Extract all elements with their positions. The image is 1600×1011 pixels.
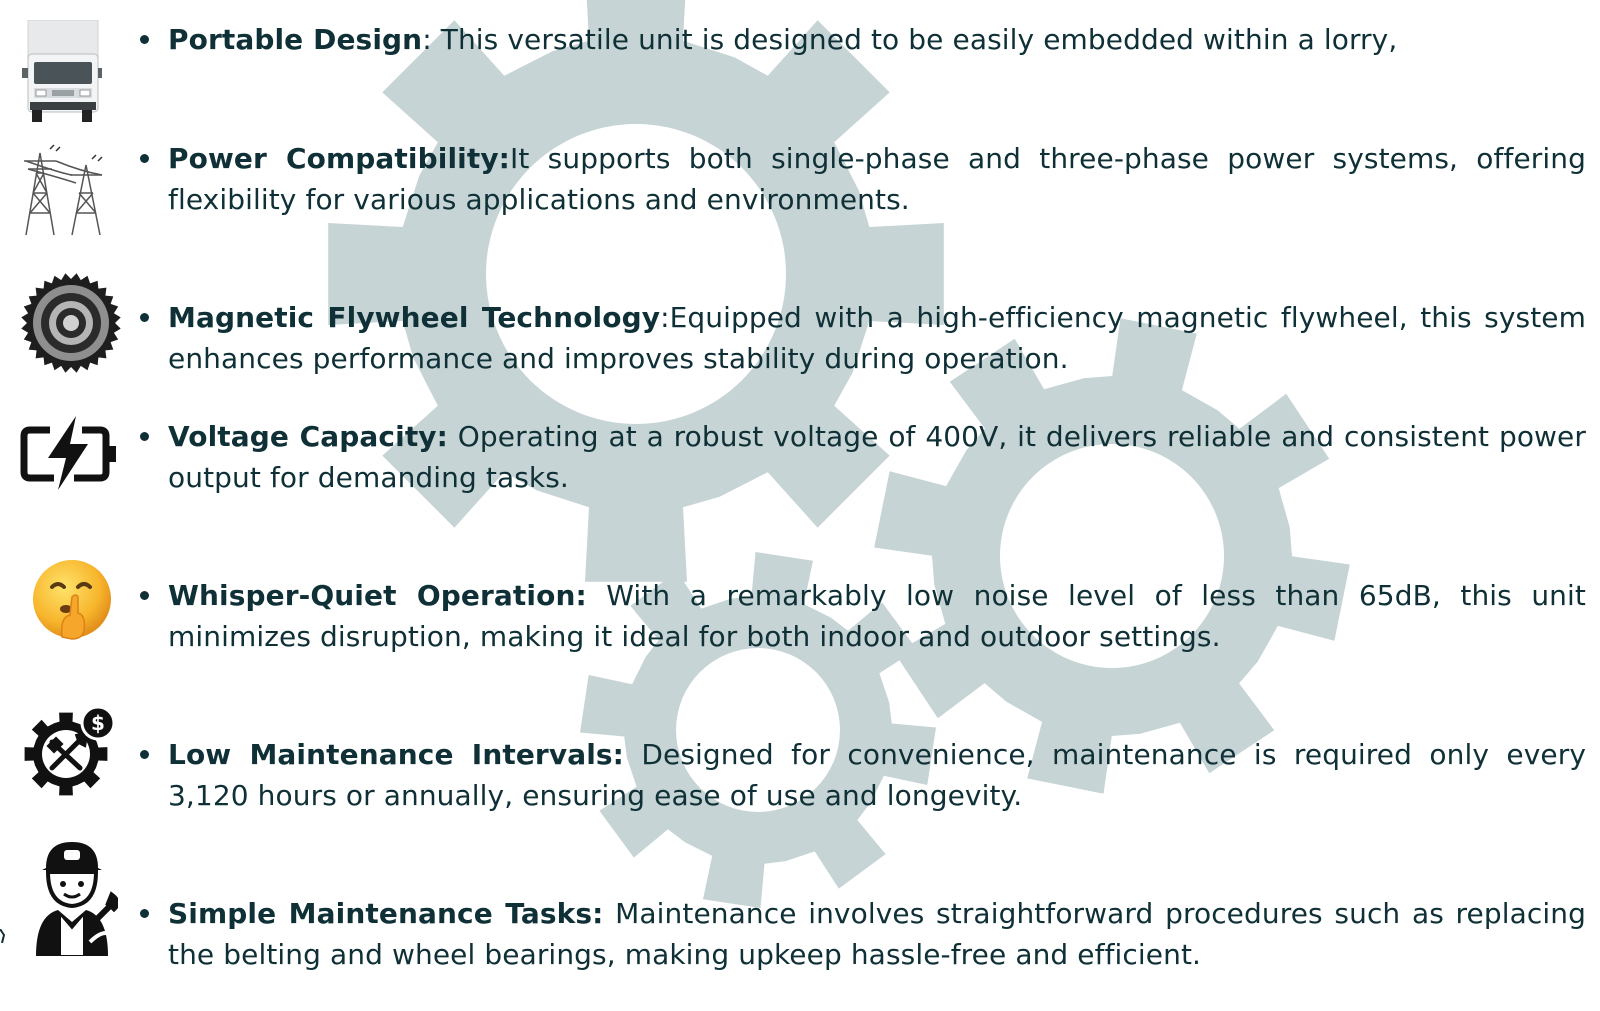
- feature-text: [168, 575, 1586, 657]
- bullet-point: [140, 750, 149, 759]
- feature-body: Operating at a robust voltage of 400V, it delivers reliable and consistent power output for demanding tasks.: [168, 420, 1586, 494]
- feature-title: Voltage Capacity:: [168, 420, 448, 453]
- mechanic-icon: [28, 838, 118, 960]
- bullet-point: [140, 313, 149, 322]
- edge-fragment: [0, 928, 6, 942]
- gear-tools-dollar-icon: [22, 706, 118, 800]
- feature-body: :Equipped with a high-efficiency magnetic flywheel, this system enhances performance and improves stability during operation.: [168, 301, 1586, 375]
- bullet-point: [140, 432, 149, 441]
- battery-bolt-icon: [20, 414, 118, 496]
- bullet-point: [140, 909, 149, 918]
- truck-icon: [22, 20, 102, 126]
- bullet-point: [140, 35, 149, 44]
- feature-text: [168, 138, 1586, 220]
- bullet-point: [140, 591, 149, 600]
- feature-title: Low Maintenance Intervals:: [168, 738, 624, 771]
- feature-body: Maintenance involves straightforward procedures such as replacing the belting and wheel bearings, making upkeep hassle-free and efficient.: [168, 897, 1586, 971]
- feature-title: Magnetic Flywheel Technology: [168, 301, 661, 334]
- feature-title: Portable Design: [168, 23, 423, 56]
- feature-text: [168, 19, 1586, 60]
- feature-body: : This versatile unit is designed to be easily embedded within a lorry,: [422, 23, 1398, 56]
- bullet-point: [140, 154, 149, 163]
- shushing-face-icon: [32, 557, 114, 645]
- feature-text: [168, 893, 1586, 975]
- power-tower-icon: [20, 143, 106, 241]
- feature-body: It supports both single-phase and three-phase power systems, offering flexibility for various applications and environments.: [168, 142, 1586, 216]
- feature-text: [168, 734, 1586, 816]
- feature-title: Whisper-Quiet Operation:: [168, 579, 587, 612]
- feature-body: With a remarkably low noise level of less than 65dB, this unit minimizes disruption, making it ideal for both indoor and outdoor settings.: [168, 579, 1586, 653]
- flywheel-icon: [20, 272, 122, 378]
- feature-title: Simple Maintenance Tasks:: [168, 897, 604, 930]
- medium-gear-icon: [874, 318, 1350, 794]
- feature-text: [168, 416, 1586, 498]
- feature-body: Designed for convenience, maintenance is required only every 3,120 hours or annually, ensuring ease of use and longevity.: [168, 738, 1586, 812]
- feature-title: Power Compatibility:: [168, 142, 510, 175]
- feature-text: [168, 297, 1586, 379]
- svg-text:$: $: [91, 711, 105, 735]
